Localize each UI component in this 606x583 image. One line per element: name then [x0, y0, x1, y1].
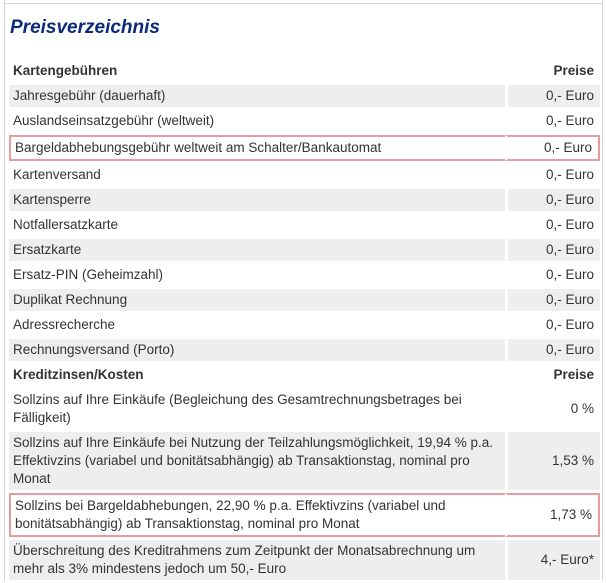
row-price: 0,- Euro	[505, 339, 600, 361]
section-header-label: Kreditzinsen/Kosten	[9, 364, 505, 386]
table-row	[9, 540, 600, 580]
row-price: 0,- Euro	[505, 214, 600, 236]
row-label: Kartenversand	[9, 164, 505, 186]
row-label: Sollzins bei Bargeldabhebungen, 22,90 % p.a. Effektivzins (variabel und bonitätsabhängig) ab Transaktionstag, nominal pro Monat	[9, 493, 505, 537]
price-table	[9, 57, 600, 583]
table-row	[9, 432, 600, 490]
row-price: 0 %	[505, 389, 600, 429]
row-price: 0,- Euro	[505, 289, 600, 311]
row-label: Kartensperre	[9, 189, 505, 211]
row-price: 1,53 %	[505, 432, 600, 490]
row-price: 0,- Euro	[505, 85, 600, 107]
table-row	[9, 164, 600, 186]
top-divider	[5, 3, 602, 4]
section-header-price: Preise	[505, 60, 600, 82]
table-row	[9, 289, 600, 311]
table-row	[9, 110, 600, 132]
row-label: Rechnungsversand (Porto)	[9, 339, 505, 361]
section-header-price: Preise	[505, 364, 600, 386]
row-price: 0,- Euro	[505, 189, 600, 211]
row-label: Überschreitung des Kreditrahmens zum Zeitpunkt der Monatsabrechnung um mehr als 3% mindestens jedoch um 50,- Euro	[9, 540, 505, 580]
table-row-highlighted	[9, 493, 600, 537]
table-row	[9, 339, 600, 361]
row-price: 1,73 %	[505, 493, 600, 537]
table-row	[9, 264, 600, 286]
row-label: Notfallersatzkarte	[9, 214, 505, 236]
row-label: Sollzins auf Ihre Einkäufe (Begleichung des Gesamtrechnungsbetrages bei Fälligkeit)	[9, 389, 505, 429]
table-row	[9, 389, 600, 429]
row-label: Auslandseinsatzgebühr (weltweit)	[9, 110, 505, 132]
section-header-label: Kartengebühren	[9, 60, 505, 82]
row-price: 0,- Euro	[505, 314, 600, 336]
table-row	[9, 314, 600, 336]
price-list-panel	[4, 0, 603, 581]
row-price: 0,- Euro	[505, 239, 600, 261]
page-title: Preisverzeichnis	[10, 17, 160, 38]
row-label: Sollzins auf Ihre Einkäufe bei Nutzung der Teilzahlungsmöglichkeit, 19,94 % p.a. Effektivzins (variabel und bonitätsabhängig) ab Transaktionstag, nominal pro Monat	[9, 432, 505, 490]
section-header-credit	[9, 364, 600, 386]
table-row	[9, 85, 600, 107]
table-row	[9, 239, 600, 261]
row-price: 0,- Euro	[505, 164, 600, 186]
row-label: Jahresgebühr (dauerhaft)	[9, 85, 505, 107]
section-header-card-fees	[9, 60, 600, 82]
table-row-highlighted	[9, 135, 600, 161]
row-label: Ersatz-PIN (Geheimzahl)	[9, 264, 505, 286]
table-row	[9, 214, 600, 236]
row-label: Ersatzkarte	[9, 239, 505, 261]
row-price: 4,- Euro*	[505, 540, 600, 580]
row-label: Bargeldabhebungsgebühr weltweit am Schalter/Bankautomat	[9, 135, 505, 161]
row-price: 0,- Euro	[505, 135, 600, 161]
table-row	[9, 189, 600, 211]
row-price: 0,- Euro	[505, 110, 600, 132]
row-label: Adressrecherche	[9, 314, 505, 336]
row-label: Duplikat Rechnung	[9, 289, 505, 311]
row-price: 0,- Euro	[505, 264, 600, 286]
